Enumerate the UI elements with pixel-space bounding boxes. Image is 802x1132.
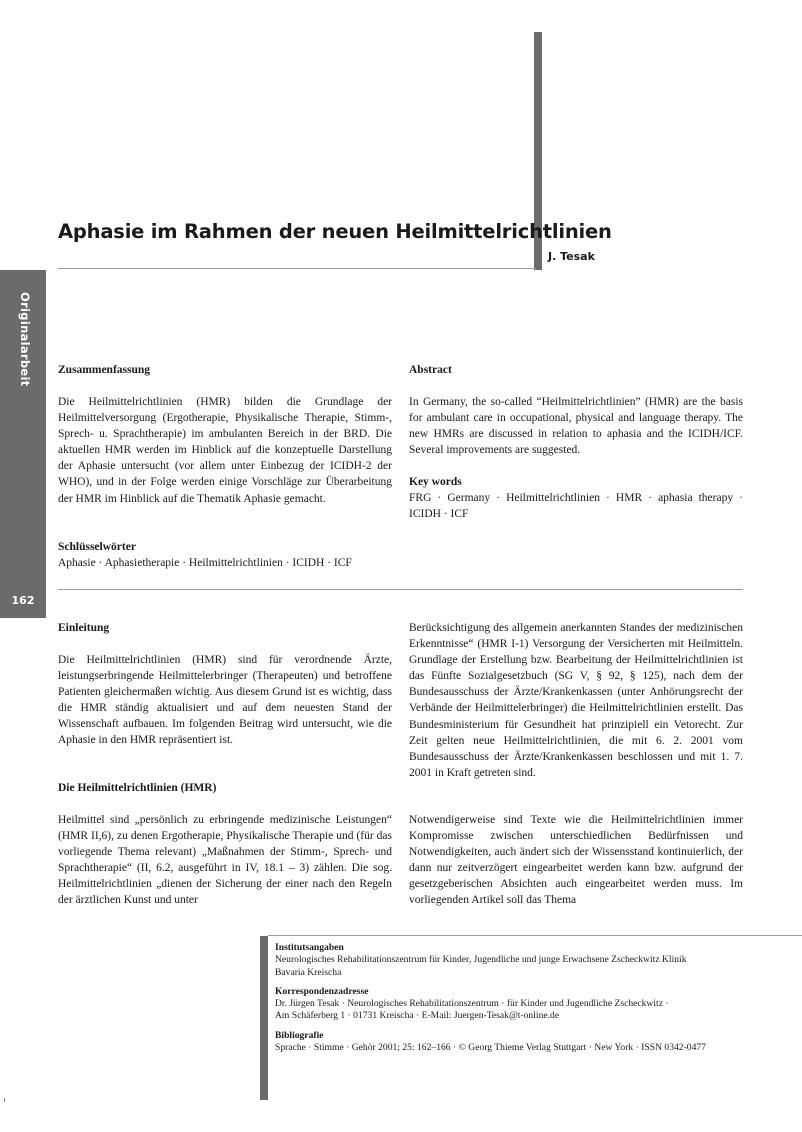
- bibliography-heading: Bibliografie: [275, 1029, 324, 1041]
- section-label: Originalarbeit: [18, 292, 32, 387]
- section-divider: [58, 589, 743, 590]
- intro-text: Die Heilmittelrichtlinien (HMR) sind für verordnende Ärzte, leistungserbringende Heilmittelerbringer (Therapeuten) und betroffene Patienten gleichermaßen wichtig. Aus diesem Grund ist es wichtig, dass die HMR ständig aktualisiert und auf dem neuesten Stand der Wissenschaft aufbauen. Im folgenden Beitrag wird untersucht, wie die Aphasie in den HMR repräsentiert ist.: [58, 654, 392, 747]
- article-title: Aphasie im Rahmen der neuen Heilmittelrichtlinien: [58, 220, 612, 243]
- keywords-en: FRG · Germany · Heilmittelrichtlinien · HMR · aphasia therapy · ICIDH · ICF: [409, 492, 743, 521]
- info-box-rule: [268, 935, 802, 936]
- summary-heading: Zusammenfassung: [58, 364, 151, 376]
- bibliography-line: Sprache · Stimme · Gehör 2001; 25: 162–166 · © Georg Thieme Verlag Stuttgart · New York · ISSN 0342-0477: [275, 1042, 706, 1054]
- correspondence-line-1: Dr. Jürgen Tesak · Neurologisches Rehabilitationszentrum · für Kinder und Jugendliche Zscheckwitz ·: [275, 998, 669, 1010]
- hmr-text: Heilmittel sind „persönlich zu erbringende medizinische Leistungen“ (HMR II,6), zu denen Ergotherapie, Physikalische Therapie und (für das vorliegende Thema relevant) „Maßnahmen der Stimm-, Sprech- und Sprachtherapie“ (II, 6.2, ausgeführt in IV, 18.1 – 3) zählen. Die sog. Heilmittelrichtlinien „dienen der Sicherung der einer nach den Regeln der ärztlichen Kunst und unter: [58, 814, 392, 907]
- info-box-accent-bar: [260, 936, 268, 1100]
- body-right-paragraph-1: Berücksichtigung des allgemein anerkannten Standes der medizinischen Erkenntnisse“ (HMR I-1) Versorgung der Versicherten mit Heilmitteln. Grundlage der Erstellung bzw. Bearbeitung der Heilmittelrichtlinien ist das Fünfte Sozialgesetzbuch (SG V, § 92, § 125), nach dem der Bundesausschuss der Ärzte/Krankenkassen (unter Anhörungsrecht der Verbände der Heilmittelerbringer) die Heilmittelrichtlinien erstellt. Das Bundesministerium für Gesundheit hat prinzipiell ein Vetorecht. Zur Zeit gelten neue Heilmittelrichtlinien, die mit 6. 2. 2001 vom Bundesausschuss der Ärzte/Krankenkassen beschlossen und mit 1. 7. 2001 in Kraft getreten sind.: [409, 622, 743, 779]
- correspondence-heading: Korrespondenzadresse: [275, 985, 369, 997]
- keywords-en-heading: Key words: [409, 476, 462, 488]
- keywords-de-heading: Schlüsselwörter: [58, 541, 136, 553]
- institution-line-2: Bavaria Kreischa: [275, 966, 342, 978]
- institution-line-1: Neurologisches Rehabilitationszentrum für Kinder, Jugendliche und junge Erwachsene Zscheckwitz Klinik: [275, 954, 687, 966]
- keywords-de: Aphasie · Aphasietherapie · Heilmittelrichtlinien · ICIDH · ICF: [58, 557, 352, 569]
- page-number: 162: [11, 594, 35, 607]
- hmr-heading: Die Heilmittelrichtlinien (HMR): [58, 782, 217, 794]
- abstract-text: In Germany, the so-called “Heilmittelrichtlinien” (HMR) are the basis for ambulant care in occupational, physical and language therapy. The new HMRs are discussed in relation to aphasia and the ICIDH/ICF. Several improvements are suggested.: [409, 396, 743, 457]
- margin-tick: [4, 1098, 5, 1102]
- intro-heading: Einleitung: [58, 622, 110, 634]
- body-right-paragraph-2: Notwendigerweise sind Texte wie die Heilmittelrichtlinien immer Kompromisse zwischen unterschiedlichen Bedürfnissen und Notwendigkeiten, auch ändert sich der Wissensstand kontinuierlich, der dann nur zeitverzögert eingearbeitet werden kann bzw. aufgrund der gesetzgeberischen Absichten auch eingearbeitet werden muss. Im vorliegenden Artikel soll das Thema: [409, 814, 743, 907]
- institution-heading: Institutsangaben: [275, 942, 344, 953]
- summary-text: Die Heilmittelrichtlinien (HMR) bilden die Grundlage der Heilmittelversorgung (Ergotherapie, Physikalische Therapie, Stimm-, Sprech- u. Sprachtherapie) im ambulanten Bereich in der BRD. Die aktuellen HMR werden im Hinblick auf die konzeptuelle Darstellung der Aphasie untersucht (vor allem unter Einbezug der ICIDH-2 der WHO), und in der Folge werden einige Vorschläge zur Überarbeitung der HMR im Hinblick auf die Thematik Aphasie gemacht.: [58, 396, 392, 505]
- abstract-heading: Abstract: [409, 364, 452, 376]
- correspondence-line-2: Am Schäferberg 1 · 01731 Kreischa · E-Mail: Juergen-Tesak@t-online.de: [275, 1010, 560, 1022]
- info-box: [275, 942, 785, 1054]
- author-name: J. Tesak: [548, 250, 595, 263]
- title-underline: [58, 268, 536, 269]
